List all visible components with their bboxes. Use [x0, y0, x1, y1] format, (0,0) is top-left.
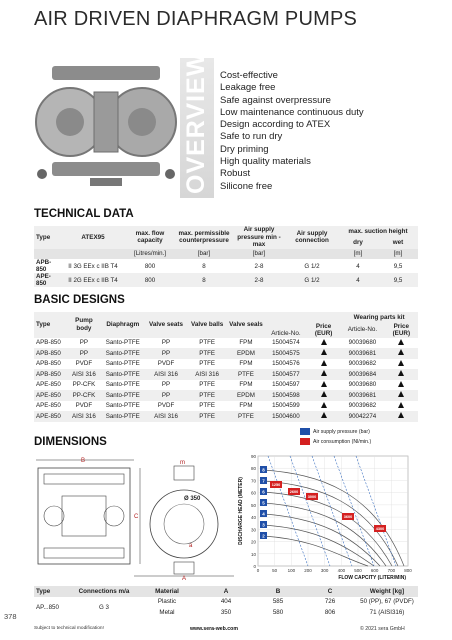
col-pump: Pump body [67, 312, 100, 338]
cell-b: 580 [252, 607, 304, 618]
cell-valve-seals: EPDM [227, 348, 265, 359]
cell-material: Metal [134, 607, 200, 618]
col-atex: ATEX95 [62, 226, 124, 249]
overview-list [220, 70, 364, 193]
legend-label: Air supply pressure (bar) [313, 428, 370, 435]
col-wet: wet [378, 237, 418, 248]
consumption-label: 4300 [375, 527, 385, 531]
cell-press: 8 [176, 259, 232, 273]
cell-article: 15004576 [265, 359, 307, 370]
list-item: Dry priming [220, 143, 269, 155]
pressure-label: 4 [262, 511, 265, 517]
col-material: Material [134, 586, 200, 597]
cell-price [307, 359, 340, 370]
cell-valve-balls: PTFE [187, 380, 227, 391]
cell-valve-seats: PP [145, 338, 187, 349]
cell-article: 15004600 [265, 411, 307, 422]
cell-kit-price [385, 401, 418, 412]
y-tick-label: 20 [250, 539, 256, 545]
y-tick-label: 40 [250, 515, 256, 521]
cell-price [307, 348, 340, 359]
table-row [34, 338, 418, 349]
cell-material: Plastic [134, 597, 200, 608]
overview-heading: OVERVIEW [182, 51, 210, 194]
cell-price [307, 401, 340, 412]
col-dry: dry [338, 237, 378, 248]
col-valve-seals: Valve seals [227, 312, 265, 338]
triangle-icon [321, 381, 327, 387]
legend-item [300, 438, 418, 445]
col-type: Type [34, 226, 62, 249]
cell-valve-balls: PTFE [187, 390, 227, 401]
table-header-row [34, 586, 418, 597]
col-kit-article: Article-No. [340, 323, 384, 338]
cell-valve-seats: PVDF [145, 401, 187, 412]
pressure-label: 3 [262, 522, 265, 528]
cell-valve-seats: PP [145, 348, 187, 359]
pressure-label: 7 [262, 478, 265, 484]
technical-table [34, 226, 418, 287]
footer-url[interactable]: www.sera-web.com [190, 626, 238, 632]
x-tick-label: 500 [354, 568, 362, 573]
y-tick-label: 10 [250, 551, 256, 557]
y-axis-label: DISCHARGE HEAD (METER) [238, 477, 244, 545]
cell-b: 585 [252, 597, 304, 608]
pressure-label: 6 [262, 489, 265, 495]
dimensions-heading: DIMENSIONS [34, 436, 107, 448]
performance-chart [236, 452, 416, 582]
cell-pump: AISI 316 [67, 411, 100, 422]
triangle-icon [321, 370, 327, 376]
triangle-icon [321, 339, 327, 345]
cell-pump: PP-CFK [67, 380, 100, 391]
cell-diaphragm: Santo-PTFE [101, 338, 145, 349]
col-press: max. permissible counterpressure [176, 226, 232, 249]
x-tick-label: 700 [387, 568, 396, 573]
cell-article: 15004598 [265, 390, 307, 401]
cell-valve-seats: AISI 316 [145, 369, 187, 380]
unit-wet: [m] [378, 249, 418, 260]
list-item: Safe to run dry [220, 131, 283, 143]
label-c: C [134, 514, 139, 520]
basic-heading: BASIC DESIGNS [34, 294, 125, 306]
pressure-label: 5 [262, 500, 265, 506]
triangle-icon [398, 412, 404, 418]
list-item: Robust [220, 168, 251, 180]
col-valve-seats: Valve seats [145, 312, 187, 338]
cell-conn: G 1/2 [286, 273, 338, 287]
cell-valve-balls: PTFE [187, 401, 227, 412]
col-kit-price: Price (EUR) [385, 323, 418, 338]
cell-valve-seals: FPM [227, 380, 265, 391]
cell-flow: 800 [124, 273, 176, 287]
cell-type: APE-850 [34, 390, 67, 401]
cell-kit-article: 90039680 [340, 380, 384, 391]
triangle-icon [321, 412, 327, 418]
cell-wet: 9,5 [378, 273, 418, 287]
cell-type: APE-850 [34, 380, 67, 391]
label-a-small: a [189, 543, 193, 549]
cell-connections: G 3 [74, 597, 134, 618]
cell-type: AP...850 [34, 597, 74, 618]
cell-kit-article: 90039680 [340, 338, 384, 349]
col-kit: Wearing parts kit [340, 312, 418, 323]
col-b: B [252, 586, 304, 597]
col-weight: Weight [kg] [356, 586, 418, 597]
table-row [34, 411, 418, 422]
x-tick-label: 50 [272, 568, 278, 573]
table-row [34, 380, 418, 391]
triangle-icon [398, 402, 404, 408]
cell-article: 15004575 [265, 348, 307, 359]
basic-table [34, 312, 418, 422]
dimension-table [34, 586, 418, 618]
cell-diaphragm: Santo-PTFE [101, 359, 145, 370]
consumption-label: 3000 [307, 495, 317, 499]
legend-swatch [300, 438, 310, 445]
list-item: High quality materials [220, 156, 311, 168]
cell-diaphragm: Santo-PTFE [101, 348, 145, 359]
triangle-icon [321, 349, 327, 355]
cell-kit-price [385, 338, 418, 349]
y-tick-label: 50 [250, 502, 256, 508]
label-m: m [180, 460, 185, 466]
table-header-row [34, 226, 418, 237]
col-suction: max. suction height [338, 226, 418, 237]
unit-press: [bar] [176, 249, 232, 260]
cell-type: APB-850 [34, 259, 62, 273]
cell-valve-balls: AISI 316 [187, 369, 227, 380]
list-item: Safe against overpressure [220, 94, 331, 106]
units-row [34, 249, 418, 260]
cell-diaphragm: Santo-PTFE [101, 380, 145, 391]
cell-kit-price [385, 390, 418, 401]
cell-kit-price [385, 359, 418, 370]
triangle-icon [398, 370, 404, 376]
triangle-icon [398, 360, 404, 366]
cell-kit-price [385, 348, 418, 359]
unit-dry: [m] [338, 249, 378, 260]
plot-area [258, 456, 408, 566]
cell-valve-seats: PP [145, 390, 187, 401]
triangle-icon [398, 349, 404, 355]
col-article: Article-No. [265, 312, 307, 338]
cell-type: APE-850 [34, 411, 67, 422]
cell-price [307, 411, 340, 422]
cell-a: 350 [200, 607, 252, 618]
cell-valve-balls: PTFE [187, 359, 227, 370]
page-title: AIR DRIVEN DIAPHRAGM PUMPS [34, 8, 358, 30]
cell-article: 15004599 [265, 401, 307, 412]
pressure-label: 2 [262, 533, 265, 539]
y-tick-label: 30 [250, 527, 256, 533]
technical-heading: TECHNICAL DATA [34, 208, 134, 220]
cell-weight: 50 (PP), 67 (PVDF) [356, 597, 418, 608]
cell-kit-price [385, 369, 418, 380]
cell-atex: II 2G EEx c IIB T4 [62, 273, 124, 287]
y-tick-label: 70 [250, 478, 256, 484]
cell-kit-article: 90039681 [340, 390, 384, 401]
col-price: Price (EUR) [307, 312, 340, 338]
cell-c: 806 [304, 607, 356, 618]
cell-article: 15004577 [265, 369, 307, 380]
pressure-label: 8 [262, 467, 265, 473]
col-flow: max. flow capacity [124, 226, 176, 249]
cell-valve-balls: PTFE [187, 348, 227, 359]
cell-diaphragm: Santo-PTFE [101, 411, 145, 422]
cell-pump: PP [67, 348, 100, 359]
cell-atex: II 3G EEx c IIB T4 [62, 259, 124, 273]
col-c: C [304, 586, 356, 597]
table-row [34, 348, 418, 359]
cell-valve-seals: FPM [227, 401, 265, 412]
table-row [34, 369, 418, 380]
y-tick-label: 80 [250, 466, 256, 472]
x-tick-label: 400 [337, 568, 346, 573]
page-number: 378 [4, 612, 17, 621]
cell-type: APB-850 [34, 359, 67, 370]
cell-type: APB-850 [34, 348, 67, 359]
cell-kit-article: 90039682 [340, 401, 384, 412]
dimension-drawing [34, 456, 234, 580]
col-valve-balls: Valve balls [187, 312, 227, 338]
table-row [34, 259, 418, 273]
col-air: Air supply pressure min - max [232, 226, 286, 249]
list-item: Low maintenance continuous duty [220, 106, 364, 118]
table-row [34, 359, 418, 370]
cell-pump: PVDF [67, 359, 100, 370]
unit-flow: [Litres/min.] [124, 249, 176, 260]
cell-flow: 800 [124, 259, 176, 273]
cell-wet: 9,5 [378, 259, 418, 273]
table-header-row [34, 312, 418, 323]
cell-pump: PVDF [67, 401, 100, 412]
triangle-icon [398, 391, 404, 397]
footer-copyright: © 2021 sera GmbH [360, 626, 405, 632]
label-b: B [80, 458, 86, 464]
cell-price [307, 380, 340, 391]
cell-valve-seats: PP [145, 380, 187, 391]
cell-kit-price [385, 380, 418, 391]
pump-image [32, 58, 180, 186]
cell-kit-article: 90039681 [340, 348, 384, 359]
cell-air: 2-8 [232, 259, 286, 273]
y-tick-label: 60 [250, 490, 256, 496]
col-conn: Air supply connection [286, 226, 338, 249]
table-row [34, 597, 418, 608]
y-tick-label: 0 [253, 564, 256, 569]
cell-pump: PP-CFK [67, 390, 100, 401]
list-item: Cost-effective [220, 70, 278, 81]
chart-legend [300, 428, 418, 445]
cell-article: 15004597 [265, 380, 307, 391]
cell-kit-article: 90039682 [340, 359, 384, 370]
cell-type: APB-850 [34, 338, 67, 349]
x-tick-label: 600 [370, 568, 379, 573]
cell-weight: 71 (AISI316) [356, 607, 418, 618]
cell-price [307, 338, 340, 349]
col-a: A [200, 586, 252, 597]
cell-valve-seals: PTFE [227, 369, 265, 380]
cell-article: 15004574 [265, 338, 307, 349]
cell-dry: 4 [338, 273, 378, 287]
cell-price [307, 390, 340, 401]
cell-dry: 4 [338, 259, 378, 273]
consumption-label: 3600 [343, 515, 353, 519]
triangle-icon [398, 339, 404, 345]
cell-air: 2-8 [232, 273, 286, 287]
list-item: Design according to ATEX [220, 119, 331, 131]
list-item: Silicone free [220, 180, 273, 192]
col-type: Type [34, 312, 67, 338]
x-tick-label: 800 [404, 568, 412, 573]
cell-valve-seats: PVDF [145, 359, 187, 370]
cell-type: APB-850 [34, 369, 67, 380]
triangle-icon [398, 381, 404, 387]
col-connections: Connections m/a [74, 586, 134, 597]
table-row [34, 390, 418, 401]
label-diameter: Ø 350 [184, 496, 201, 502]
cell-valve-balls: PTFE [187, 411, 227, 422]
table-row [34, 273, 418, 287]
triangle-icon [321, 402, 327, 408]
cell-kit-article: 90039684 [340, 369, 384, 380]
cell-valve-seals: PTFE [227, 411, 265, 422]
col-type: Type [34, 586, 74, 597]
cell-kit-article: 90042274 [340, 411, 384, 422]
x-tick-label: 300 [320, 568, 329, 573]
triangle-icon [321, 391, 327, 397]
cell-press: 8 [176, 273, 232, 287]
x-tick-label: 200 [304, 568, 312, 573]
cell-valve-seals: FPM [227, 359, 265, 370]
unit-air: [bar] [232, 249, 286, 260]
cell-valve-balls: PTFE [187, 338, 227, 349]
cell-diaphragm: Santo-PTFE [101, 401, 145, 412]
legend-label: Air consumption (Nl/min.) [313, 438, 372, 445]
label-a: A [181, 576, 187, 580]
table-row [34, 401, 418, 412]
cell-valve-seats: AISI 316 [145, 411, 187, 422]
cell-valve-seals: FPM [227, 338, 265, 349]
x-axis-label: FLOW CAPCITY (LITER/MIN) [338, 575, 406, 581]
overview-banner [180, 51, 214, 198]
cell-pump: PP [67, 338, 100, 349]
cell-price [307, 369, 340, 380]
x-tick-label: 100 [287, 568, 296, 573]
cell-valve-seals: EPDM [227, 390, 265, 401]
cell-a: 404 [200, 597, 252, 608]
cell-kit-price [385, 411, 418, 422]
cell-type: APE-850 [34, 273, 62, 287]
y-tick-label: 90 [250, 454, 256, 459]
col-diaphragm: Diaphragm [101, 312, 145, 338]
legend-swatch [300, 428, 310, 435]
cell-pump: AISI 316 [67, 369, 100, 380]
cell-c: 726 [304, 597, 356, 608]
cell-conn: G 1/2 [286, 259, 338, 273]
cell-type: APE-850 [34, 401, 67, 412]
footer-note: Subject to technical modification! [34, 626, 104, 631]
cell-diaphragm: Santo-PTFE [101, 390, 145, 401]
legend-item [300, 428, 418, 435]
triangle-icon [321, 360, 327, 366]
consumption-label: 1250 [271, 483, 281, 487]
consumption-label: 2600 [289, 490, 299, 494]
list-item: Leakage free [220, 82, 276, 94]
x-tick-label: 0 [256, 568, 260, 573]
cell-diaphragm: Santo-PTFE [101, 369, 145, 380]
